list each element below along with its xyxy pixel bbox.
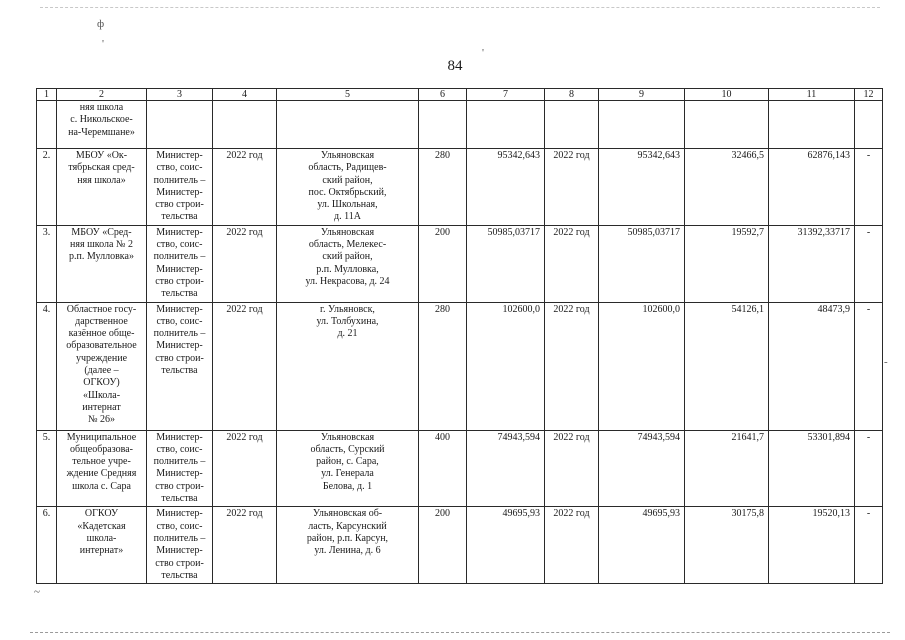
amount-cell: 48473,9 [769, 302, 855, 430]
amount-cell: 54126,1 [685, 302, 769, 430]
amount-cell: 30175,8 [685, 507, 769, 584]
object-name-cell: МБОУ «Ок- тябрьская сред- няя школа» [57, 149, 147, 226]
address-cell: Ульяновская область, Радищев- ский район, пос. Октябрьский, ул. Школьная, д. 11А [277, 149, 419, 226]
table-row [37, 507, 883, 584]
note-cell: - [855, 507, 883, 584]
amount-cell: 32466,5 [685, 149, 769, 226]
executor-cell: Министер- ство, соис- полнитель – Министер- ство строи- тельства [147, 302, 213, 430]
column-header: 6 [419, 89, 467, 101]
capacity-cell: 280 [419, 149, 467, 226]
column-header: 9 [599, 89, 685, 101]
column-header: 10 [685, 89, 769, 101]
object-name-cell: няя школа с. Никольское- на-Черемшане» [57, 101, 147, 149]
scan-artifact: ф [97, 18, 105, 30]
cost-total-cell [467, 101, 545, 149]
year-cell: 2022 год [545, 302, 599, 430]
object-name-cell: Муниципальное общеобразова- тельное учре- ждение Средняя школа с. Сара [57, 430, 147, 507]
amount-cell: 31392,33717 [769, 225, 855, 302]
objects-table [36, 88, 883, 584]
scan-bottom-edge [30, 632, 890, 633]
capacity-cell [419, 101, 467, 149]
cost-cell: 49695,93 [599, 507, 685, 584]
year-cell: 2022 год [545, 430, 599, 507]
row-number-cell: 4. [37, 302, 57, 430]
table-row [37, 302, 883, 430]
amount-cell [685, 101, 769, 149]
address-cell [277, 101, 419, 149]
row-number-cell: 5. [37, 430, 57, 507]
row-number-cell [37, 101, 57, 149]
column-header: 3 [147, 89, 213, 101]
row-number-cell: 6. [37, 507, 57, 584]
scan-artifact: ~ [34, 586, 40, 598]
cost-cell: 95342,643 [599, 149, 685, 226]
year-cell: 2022 год [545, 507, 599, 584]
cost-total-cell: 49695,93 [467, 507, 545, 584]
page-number: 84 [447, 58, 463, 74]
year-cell: 2022 год [213, 149, 277, 226]
executor-cell: Министер- ство, соис- полнитель – Министер- ство строи- тельства [147, 430, 213, 507]
table-header-row [37, 89, 883, 101]
year-cell [213, 101, 277, 149]
year-cell: 2022 год [545, 225, 599, 302]
table-row [37, 225, 883, 302]
cost-total-cell: 74943,594 [467, 430, 545, 507]
amount-cell: 19520,13 [769, 507, 855, 584]
table-row [37, 149, 883, 226]
cost-cell: 50985,03717 [599, 225, 685, 302]
scan-artifact: ' [102, 38, 104, 50]
address-cell: Ульяновская об- ласть, Карсунский район, р.п. Карсун, ул. Ленина, д. 6 [277, 507, 419, 584]
year-cell: 2022 год [545, 149, 599, 226]
year-cell: 2022 год [213, 302, 277, 430]
address-cell: Ульяновская область, Мелекес- ский район, р.п. Мулловка, ул. Некрасова, д. 24 [277, 225, 419, 302]
address-cell: Ульяновская область, Сурский район, с. Сара, ул. Генерала Белова, д. 1 [277, 430, 419, 507]
note-cell: - [855, 430, 883, 507]
note-cell: - [855, 225, 883, 302]
row-number-cell: 3. [37, 225, 57, 302]
year-cell: 2022 год [213, 507, 277, 584]
table-row [37, 101, 883, 149]
capacity-cell: 200 [419, 225, 467, 302]
column-header: 11 [769, 89, 855, 101]
executor-cell: Министер- ство, соис- полнитель – Министер- ство строи- тельства [147, 507, 213, 584]
scan-artifact: ' [482, 47, 484, 59]
note-cell [855, 101, 883, 149]
cost-total-cell: 102600,0 [467, 302, 545, 430]
year-cell [545, 101, 599, 149]
scan-top-edge [40, 7, 880, 8]
capacity-cell: 280 [419, 302, 467, 430]
capacity-cell: 400 [419, 430, 467, 507]
note-cell: - [855, 302, 883, 430]
scan-artifact: - [884, 356, 888, 368]
column-header: 8 [545, 89, 599, 101]
amount-cell: 19592,7 [685, 225, 769, 302]
executor-cell: Министер- ство, соис- полнитель – Министер- ство строи- тельства [147, 225, 213, 302]
column-header: 12 [855, 89, 883, 101]
capacity-cell: 200 [419, 507, 467, 584]
note-cell: - [855, 149, 883, 226]
amount-cell: 53301,894 [769, 430, 855, 507]
cost-cell: 102600,0 [599, 302, 685, 430]
row-number-cell: 2. [37, 149, 57, 226]
year-cell: 2022 год [213, 225, 277, 302]
year-cell: 2022 год [213, 430, 277, 507]
cost-cell [599, 101, 685, 149]
object-name-cell: Областное госу- дарственное казённое обще- образовательное учреждение (далее – ОГКОУ) «Школа- интернат № 26» [57, 302, 147, 430]
executor-cell [147, 101, 213, 149]
object-name-cell: МБОУ «Сред- няя школа № 2 р.п. Мулловка» [57, 225, 147, 302]
column-header: 5 [277, 89, 419, 101]
column-header: 7 [467, 89, 545, 101]
amount-cell: 62876,143 [769, 149, 855, 226]
table-row [37, 430, 883, 507]
address-cell: г. Ульяновск, ул. Толбухина, д. 21 [277, 302, 419, 430]
column-header: 4 [213, 89, 277, 101]
column-header: 1 [37, 89, 57, 101]
object-name-cell: ОГКОУ «Кадетская школа- интернат» [57, 507, 147, 584]
amount-cell [769, 101, 855, 149]
cost-cell: 74943,594 [599, 430, 685, 507]
amount-cell: 21641,7 [685, 430, 769, 507]
column-header: 2 [57, 89, 147, 101]
cost-total-cell: 50985,03717 [467, 225, 545, 302]
cost-total-cell: 95342,643 [467, 149, 545, 226]
executor-cell: Министер- ство, соис- полнитель – Министер- ство строи- тельства [147, 149, 213, 226]
